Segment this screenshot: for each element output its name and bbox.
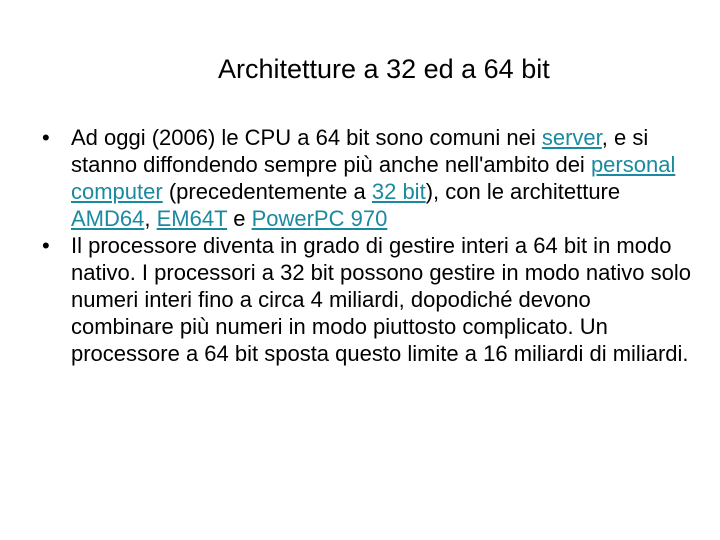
- link-powerpc-970[interactable]: PowerPC 970: [251, 206, 388, 231]
- text-segment: , e si stanno diffondendo sempre più anche nell'ambito dei: [71, 125, 649, 177]
- text-segment: Il processore diventa in grado di gestire interi a 64 bit in modo nativo. I processori a 32 bit possono gestire in modo nativo solo numeri interi fino a circa 4 miliardi, dopodiché devono combinare più numeri in modo piuttosto complicato. Un processore a 64 bit sposta questo limite a 16 miliardi di miliardi.: [71, 233, 692, 366]
- text-segment: e: [227, 206, 252, 231]
- text-segment: ,: [144, 206, 157, 231]
- link-personal-computer[interactable]: personal computer: [71, 152, 676, 204]
- text-segment: Ad oggi (2006) le CPU a 64 bit sono comuni nei: [71, 125, 542, 150]
- link-server[interactable]: server: [541, 125, 602, 150]
- text-segment: ), con le architetture: [425, 179, 621, 204]
- text-segment: (precedentemente a: [162, 179, 372, 204]
- link-32-bit[interactable]: 32 bit: [371, 179, 426, 204]
- bullet-item: [42, 124, 692, 232]
- bullet-marker: •: [42, 233, 50, 258]
- bullet-item: [42, 232, 692, 367]
- bullet-marker: •: [42, 125, 50, 150]
- slide-title: Architetture a 32 ed a 64 bit: [218, 54, 550, 84]
- bullet-text: [71, 124, 692, 232]
- link-amd64[interactable]: AMD64: [71, 206, 145, 231]
- bullet-text: [71, 232, 692, 367]
- link-em64t[interactable]: EM64T: [156, 206, 228, 231]
- bullet-list: [42, 124, 692, 367]
